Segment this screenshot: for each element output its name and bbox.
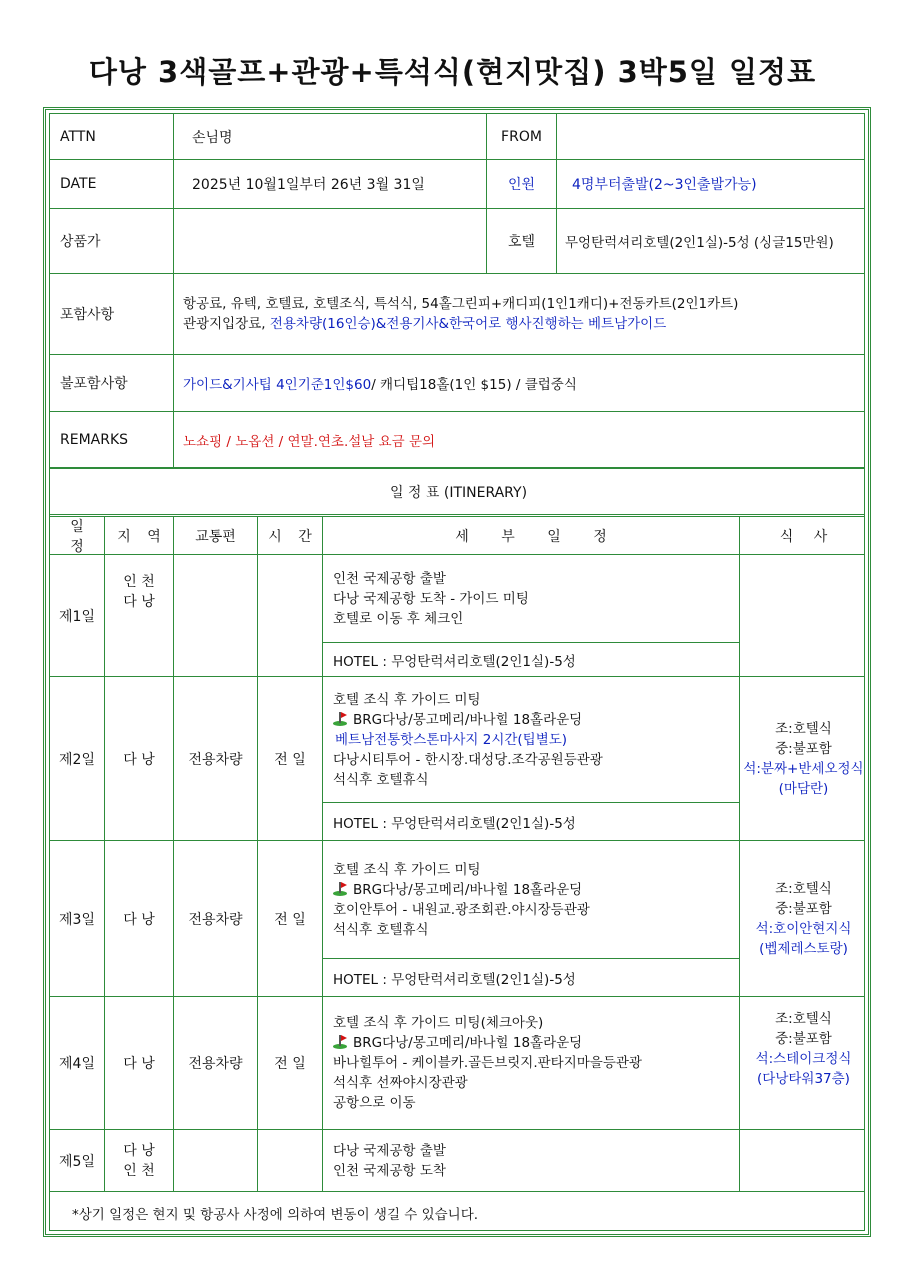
schedule-table bbox=[49, 113, 865, 1231]
day-3: 제3일 bbox=[59, 911, 95, 928]
exclude-rest: / 캐디팁18홀(1인 $15) / 클럽중식 bbox=[371, 377, 577, 393]
day-1: 제1일 bbox=[59, 608, 95, 625]
day-2-region: 다 낭 bbox=[123, 751, 155, 768]
header-meal: 식 사 bbox=[779, 528, 836, 545]
price-value bbox=[174, 209, 486, 273]
golf-icon bbox=[333, 712, 347, 726]
date-label: DATE bbox=[60, 176, 97, 192]
page-title: 다낭 3색골프+관광+특석식(현지맛집) 3박5일 일정표 bbox=[88, 55, 817, 89]
day-1-hotel: HOTEL : 무엉탄럭셔리호텔(2인1실)-5성 bbox=[333, 653, 576, 670]
day-4-transport: 전용차량 bbox=[188, 1056, 243, 1072]
day-5: 제5일 bbox=[59, 1153, 95, 1170]
day-3-time: 전 일 bbox=[274, 911, 306, 928]
pax-label: 인원 bbox=[507, 177, 536, 193]
exclude-label: 불포함사항 bbox=[60, 376, 128, 392]
day-3-transport: 전용차량 bbox=[188, 911, 243, 928]
date-value: 2025년 10월1일부터 26년 3월 31일 bbox=[192, 177, 425, 193]
price-label: 상품가 bbox=[60, 234, 101, 250]
header-region: 지 역 bbox=[117, 528, 167, 545]
include-line-2a: 관광지입장료, bbox=[183, 316, 270, 332]
exclude-tip: 가이드&기사팁 4인기준1인$60 bbox=[183, 377, 372, 393]
day-3-detail: 호텔 조식 후 가이드 미팅 BRG다낭/몽고메리/바나힐 18홀라운딩 호이안투어 - 내원교.광조회관.야시장등관광 석식후 호텔휴식 bbox=[333, 861, 590, 938]
day-2: 제2일 bbox=[59, 751, 95, 768]
day-4-detail: 호텔 조식 후 가이드 미팅(체크아웃) BRG다낭/몽고메리/바나힐 18홀라운딩 바나힐투어 - 케이블카.골든브릿지.판타지마을등관광 석식후 선짜야시장관광 공항으로 이동 bbox=[333, 1015, 642, 1111]
day-3-meal: 조:호텔식 중:불포함 석:호이안현지식 (벱제레스토랑) bbox=[755, 880, 852, 957]
include-line-1: 항공료, 유텍, 호텔료, 호텔조식, 특석식, 54홀그린피+캐디피(1인1캐디)+전동카트(2인1카트) bbox=[183, 296, 739, 312]
from-label: FROM bbox=[501, 128, 542, 145]
header-day: 일 정 bbox=[70, 518, 92, 555]
day-3-hotel: HOTEL : 무엉탄럭셔리호텔(2인1실)-5성 bbox=[333, 971, 576, 988]
attn-value[interactable]: 손님명 bbox=[192, 129, 233, 146]
day-4-time: 전 일 bbox=[274, 1056, 306, 1072]
day-5-region: 다 낭 인 천 bbox=[123, 1142, 155, 1179]
remarks-label: REMARKS bbox=[60, 431, 129, 448]
day-1-detail: 인천 국제공항 출발 다낭 국제공항 도착 - 가이드 미팅 호텔로 이동 후 체크인 bbox=[333, 570, 529, 627]
exclude-value bbox=[174, 355, 867, 411]
day-4: 제4일 bbox=[59, 1056, 95, 1072]
pax-value: 4명부터출발(2~3인출발가능) bbox=[572, 177, 757, 193]
schedule-frame bbox=[43, 107, 871, 1237]
from-value[interactable] bbox=[557, 114, 867, 159]
day-2-detail: 호텔 조식 후 가이드 미팅 BRG다낭/몽고메리/바나힐 18홀라운딩 베트남전통핫스톤마사지 2시간(팁별도) 다낭시티투어 - 한시장.대성당.조각공원등관광 석식후 호텔휴식 bbox=[333, 691, 603, 788]
day-3-region: 다 낭 bbox=[123, 911, 155, 928]
day-2-massage: 베트남전통핫스톤마사지 2시간(팁별도) bbox=[335, 731, 568, 748]
header-time: 시 간 bbox=[268, 528, 318, 545]
day-5-detail: 다낭 국제공항 출발 인천 국제공항 도착 bbox=[333, 1142, 446, 1179]
footnote: *상기 일정은 현지 및 항공사 사정에 의하여 변동이 생길 수 있습니다. bbox=[72, 1207, 479, 1223]
golf-icon bbox=[333, 882, 347, 896]
golf-icon bbox=[333, 1035, 347, 1049]
day-4-region: 다 낭 bbox=[123, 1056, 155, 1072]
day-2-hotel: HOTEL : 무엉탄럭셔리호텔(2인1실)-5성 bbox=[333, 815, 576, 832]
day-1-region: 인 천 다 낭 bbox=[123, 574, 155, 610]
header-detail: 세 부 일 정 bbox=[455, 528, 621, 545]
itinerary-title: 일 정 표 (ITINERARY) bbox=[389, 484, 528, 501]
hotel-label: 호텔 bbox=[507, 234, 536, 250]
hotel-value: 무엉탄럭셔리호텔(2인1실)-5성 (싱글15만원) bbox=[565, 235, 834, 251]
header-transport: 교통편 bbox=[195, 528, 236, 545]
day-2-transport: 전용차량 bbox=[188, 751, 243, 768]
include-value bbox=[174, 274, 867, 354]
remarks-value: 노쇼핑 / 노옵션 / 연말.연초.설날 요금 문의 bbox=[183, 433, 436, 450]
day-2-meal: 조:호텔식 중:불포함 석:분짜+반세오정식 (마담란) bbox=[743, 720, 864, 797]
day-2-time: 전 일 bbox=[274, 751, 306, 768]
include-label: 포함사항 bbox=[60, 307, 115, 323]
attn-label: ATTN bbox=[60, 128, 96, 145]
include-line-2b: 전용차량(16인승)&전용기사&한국어로 행사진행하는 베트남가이드 bbox=[269, 316, 667, 332]
day-4-meal: 조:호텔식 중:불포함 석:스테이크정식 (다낭타워37층) bbox=[755, 1011, 852, 1087]
